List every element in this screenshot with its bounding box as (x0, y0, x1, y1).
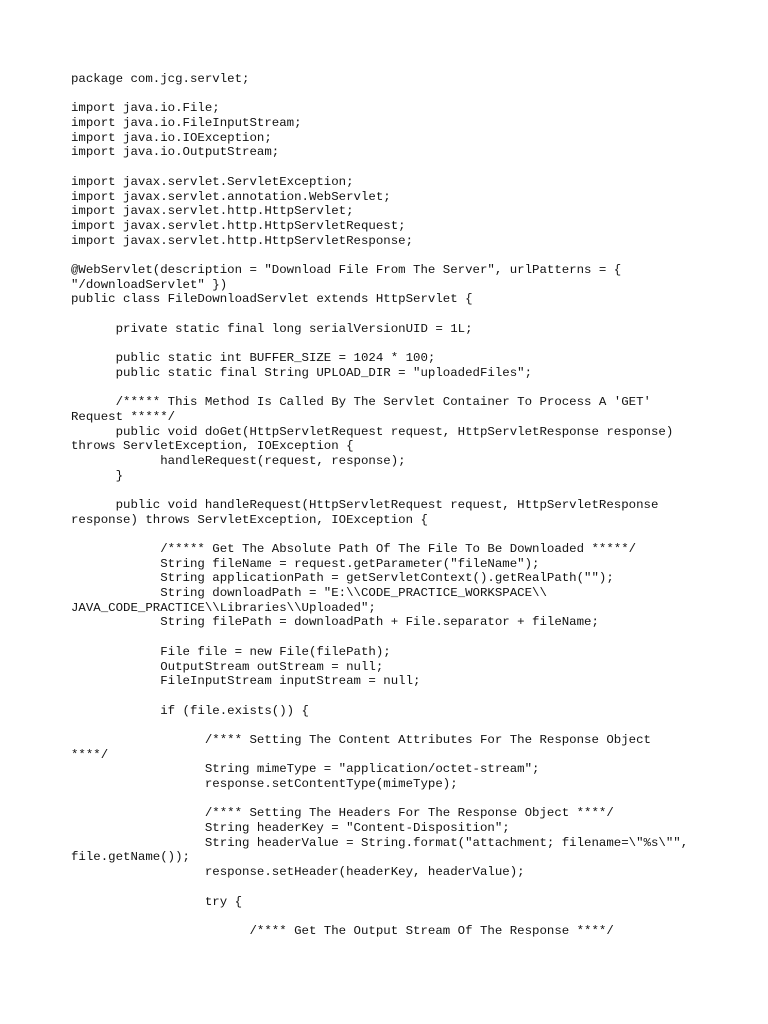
code-line: import javax.servlet.http.HttpServletResponse; (71, 233, 414, 248)
code-line: FileInputStream inputStream = null; (71, 674, 421, 689)
code-line: OutputStream outStream = null; (71, 659, 384, 674)
code-line: JAVA_CODE_PRACTICE\\Libraries\\Uploaded"; (71, 600, 376, 615)
code-line: String downloadPath = "E:\\CODE_PRACTICE_WORKSPACE\\ (71, 586, 547, 601)
code-line: if (file.exists()) { (71, 703, 309, 718)
code-line (71, 87, 731, 102)
code-line: handleRequest(request, response); (71, 453, 406, 468)
code-line: package com.jcg.servlet; (71, 72, 250, 86)
code-line (71, 307, 731, 322)
code-line: import java.io.IOException; (71, 130, 272, 145)
code-line (71, 527, 731, 542)
code-line: /**** Setting The Content Attributes For The Response Object (71, 732, 651, 747)
code-line: } (71, 468, 124, 483)
code-line: import javax.servlet.http.HttpServletRequest; (71, 218, 406, 233)
code-line: /***** Get The Absolute Path Of The File To Be Downloaded *****/ (71, 542, 637, 556)
code-line: String filePath = downloadPath + File.separator + fileName; (71, 615, 599, 630)
code-listing (71, 72, 731, 939)
code-line (71, 689, 731, 704)
code-line: public static final String UPLOAD_DIR = "uploadedFiles"; (71, 365, 533, 380)
code-line (71, 336, 731, 351)
code-line (71, 880, 731, 895)
code-line: String fileName = request.getParameter("fileName"); (71, 556, 540, 571)
code-line: file.getName()); (71, 850, 190, 865)
code-line: response) throws ServletException, IOException { (71, 512, 428, 527)
code-line: String headerKey = "Content-Disposition"; (71, 821, 510, 836)
code-line (71, 483, 731, 498)
code-line: String headerValue = String.format("attachment; filename=\"%s\"", (71, 835, 689, 850)
code-line: ****/ (71, 747, 109, 762)
code-line: try { (71, 894, 243, 909)
code-line: /**** Get The Output Stream Of The Response ****/ (71, 923, 614, 938)
code-line: Request *****/ (71, 409, 176, 424)
code-line (71, 909, 731, 924)
code-line: public void handleRequest(HttpServletRequest request, HttpServletResponse (71, 497, 659, 512)
code-line: import java.io.FileInputStream; (71, 116, 302, 131)
code-line (71, 718, 731, 733)
code-line (71, 160, 731, 175)
code-line: import javax.servlet.annotation.WebServlet; (71, 189, 391, 204)
code-line: "/downloadServlet" }) (71, 277, 228, 292)
code-line: import java.io.OutputStream; (71, 145, 280, 160)
code-line (71, 792, 731, 807)
code-line: throws ServletException, IOException { (71, 439, 354, 454)
code-line: /**** Setting The Headers For The Response Object ****/ (71, 806, 614, 821)
code-line: public static int BUFFER_SIZE = 1024 * 100; (71, 351, 436, 366)
code-line: public void doGet(HttpServletRequest request, HttpServletResponse response) (71, 424, 674, 439)
code-line: response.setHeader(headerKey, headerValue); (71, 865, 525, 880)
code-line: String mimeType = "application/octet-stream"; (71, 762, 540, 777)
code-line: import javax.servlet.http.HttpServlet; (71, 204, 354, 219)
code-line: import javax.servlet.ServletException; (71, 174, 354, 189)
code-line: File file = new File(filePath); (71, 644, 391, 659)
code-line: public class FileDownloadServlet extends HttpServlet { (71, 292, 473, 307)
code-line (71, 380, 731, 395)
code-line: import java.io.File; (71, 101, 220, 116)
code-line: @WebServlet(description = "Download File From The Server", urlPatterns = { (71, 262, 622, 277)
code-line (71, 630, 731, 645)
code-line: /***** This Method Is Called By The Servlet Container To Process A 'GET' (71, 395, 651, 410)
code-line (71, 248, 731, 263)
code-line: response.setContentType(mimeType); (71, 777, 458, 791)
code-line: private static final long serialVersionUID = 1L; (71, 321, 473, 336)
code-line: String applicationPath = getServletContext().getRealPath(""); (71, 571, 614, 586)
